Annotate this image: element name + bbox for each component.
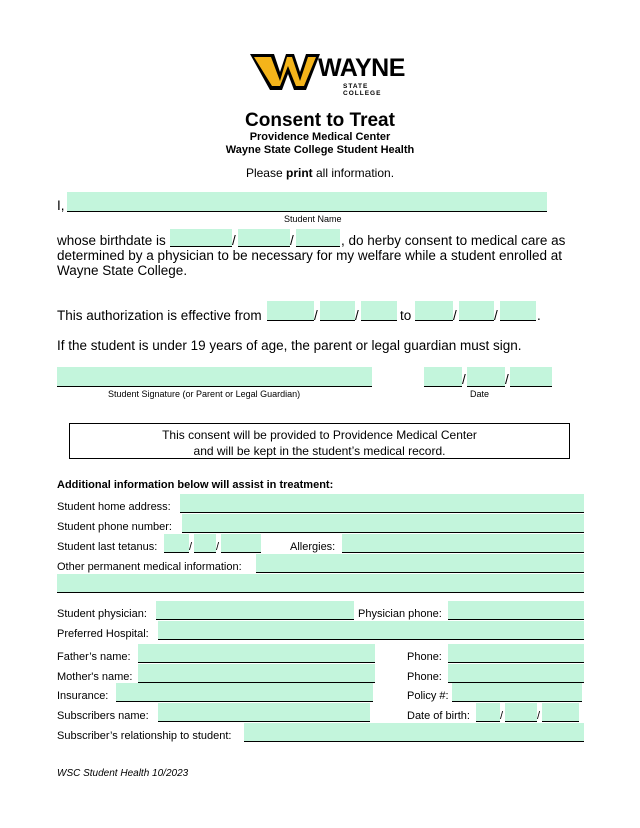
sign-date-slash-1: / — [462, 372, 466, 387]
w-logo-icon — [250, 52, 320, 92]
birth-slash-1: / — [232, 233, 236, 248]
instruction-post: all information. — [312, 166, 395, 180]
logo-word: WAYNE — [318, 54, 405, 82]
guardian-note: If the student is under 19 years of age, the parent or legal guardian must sign. — [57, 338, 522, 353]
print-instruction — [0, 166, 640, 180]
phone-number-label: Student phone number: — [57, 521, 172, 533]
tetanus-year[interactable] — [221, 534, 261, 553]
dob-slash-2: / — [537, 710, 541, 722]
consent-text-3: Wayne State College. — [57, 263, 188, 278]
phone-number-field[interactable] — [182, 514, 584, 533]
consent-text-2: determined by a physician to be necessary for my welfare while a student enrolled at — [57, 248, 563, 263]
auth-to-year[interactable] — [500, 301, 536, 321]
birth-day-field[interactable] — [238, 229, 290, 247]
student-name-field[interactable] — [67, 192, 547, 212]
additional-heading: Additional information below will assist in treatment: — [57, 479, 334, 491]
sign-date-year[interactable] — [510, 367, 552, 387]
page-title: Consent to Treat — [245, 110, 395, 131]
dob-day[interactable] — [505, 703, 537, 722]
sign-date-day[interactable] — [467, 367, 505, 387]
allergies-field[interactable] — [342, 534, 584, 553]
mother-phone-field[interactable] — [448, 664, 584, 683]
mother-phone-label: Phone: — [407, 671, 442, 683]
hospital-label: Preferred Hospital: — [57, 628, 149, 640]
father-name-field[interactable] — [138, 644, 375, 663]
physician-phone-field[interactable] — [448, 601, 584, 620]
dob-label: Date of birth: — [407, 710, 470, 722]
auth-from-slash-1: / — [314, 308, 318, 323]
auth-to-slash-1: / — [453, 308, 457, 323]
date-caption: Date — [470, 389, 490, 399]
name-prefix: I, — [57, 198, 65, 213]
notice-line1: This consent will be provided to Providence Medical Center — [162, 428, 477, 442]
logo-subtitle: STATE COLLEGE — [343, 83, 382, 97]
tetanus-month[interactable] — [164, 534, 189, 553]
other-medical-label: Other permanent medical information: — [57, 561, 242, 573]
other-medical-field[interactable] — [256, 554, 584, 573]
subscriber-name-label: Subscribers name: — [57, 710, 149, 722]
wayne-state-logo — [250, 52, 405, 97]
physician-field[interactable] — [156, 601, 354, 620]
hospital-field[interactable] — [158, 621, 584, 640]
auth-from-slash-2: / — [355, 308, 359, 323]
physician-phone-label: Physician phone: — [358, 608, 442, 620]
tetanus-day[interactable] — [194, 534, 216, 553]
father-phone-field[interactable] — [448, 644, 584, 663]
policy-label: Policy #: — [407, 690, 449, 702]
relationship-label: Subscriber’s relationship to student: — [57, 730, 232, 742]
notice-box — [69, 423, 570, 459]
father-name-label: Father’s name: — [57, 651, 131, 663]
instruction-pre: Please — [245, 166, 286, 180]
allergies-label: Allergies: — [290, 541, 336, 553]
mother-name-label: Mother's name: — [57, 671, 133, 683]
header-line1: Providence Medical Center — [249, 131, 391, 143]
notice-line2: and will be kept in the student’s medical record. — [193, 444, 446, 458]
home-address-field[interactable] — [180, 494, 584, 513]
auth-from-year[interactable] — [361, 301, 397, 321]
authorization-label: This authorization is effective from — [57, 308, 262, 323]
mother-name-field[interactable] — [138, 664, 375, 683]
birthdate-label: whose birthdate is — [57, 233, 166, 248]
signature-caption: Student Signature (or Parent or Legal Guardian) — [108, 389, 301, 399]
policy-field[interactable] — [452, 683, 582, 702]
header-line2: Wayne State College Student Health — [225, 144, 415, 156]
consent-text-1: , do herby consent to medical care as — [341, 233, 566, 248]
auth-from-day[interactable] — [320, 301, 355, 321]
other-medical-field-2[interactable] — [57, 574, 584, 593]
home-address-label: Student home address: — [57, 501, 171, 513]
physician-label: Student physician: — [57, 608, 147, 620]
dob-slash-1: / — [500, 710, 504, 722]
tetanus-slash-1: / — [189, 541, 193, 553]
birth-month-field[interactable] — [170, 229, 232, 247]
auth-to-day[interactable] — [459, 301, 494, 321]
birth-year-field[interactable] — [296, 229, 340, 247]
instruction-bold: print — [285, 166, 313, 180]
father-phone-label: Phone: — [407, 651, 442, 663]
signature-field[interactable] — [57, 367, 372, 387]
last-tetanus-label: Student last tetanus: — [57, 541, 158, 553]
relationship-field[interactable] — [244, 723, 584, 742]
student-name-caption: Student Name — [284, 214, 342, 224]
subscriber-name-field[interactable] — [158, 703, 370, 722]
insurance-label: Insurance: — [57, 690, 109, 702]
sign-date-slash-2: / — [505, 372, 509, 387]
dob-month[interactable] — [476, 703, 500, 722]
auth-to-slash-2: / — [494, 308, 498, 323]
auth-to-month[interactable] — [415, 301, 453, 321]
dob-year[interactable] — [542, 703, 579, 722]
birth-slash-2: / — [290, 233, 294, 248]
insurance-field[interactable] — [116, 683, 373, 702]
authorization-to: to — [400, 308, 412, 323]
auth-from-month[interactable] — [267, 301, 314, 321]
tetanus-slash-2: / — [216, 541, 220, 553]
sign-date-month[interactable] — [424, 367, 462, 387]
footer-version: WSC Student Health 10/2023 — [57, 768, 189, 779]
authorization-end: . — [537, 308, 541, 323]
